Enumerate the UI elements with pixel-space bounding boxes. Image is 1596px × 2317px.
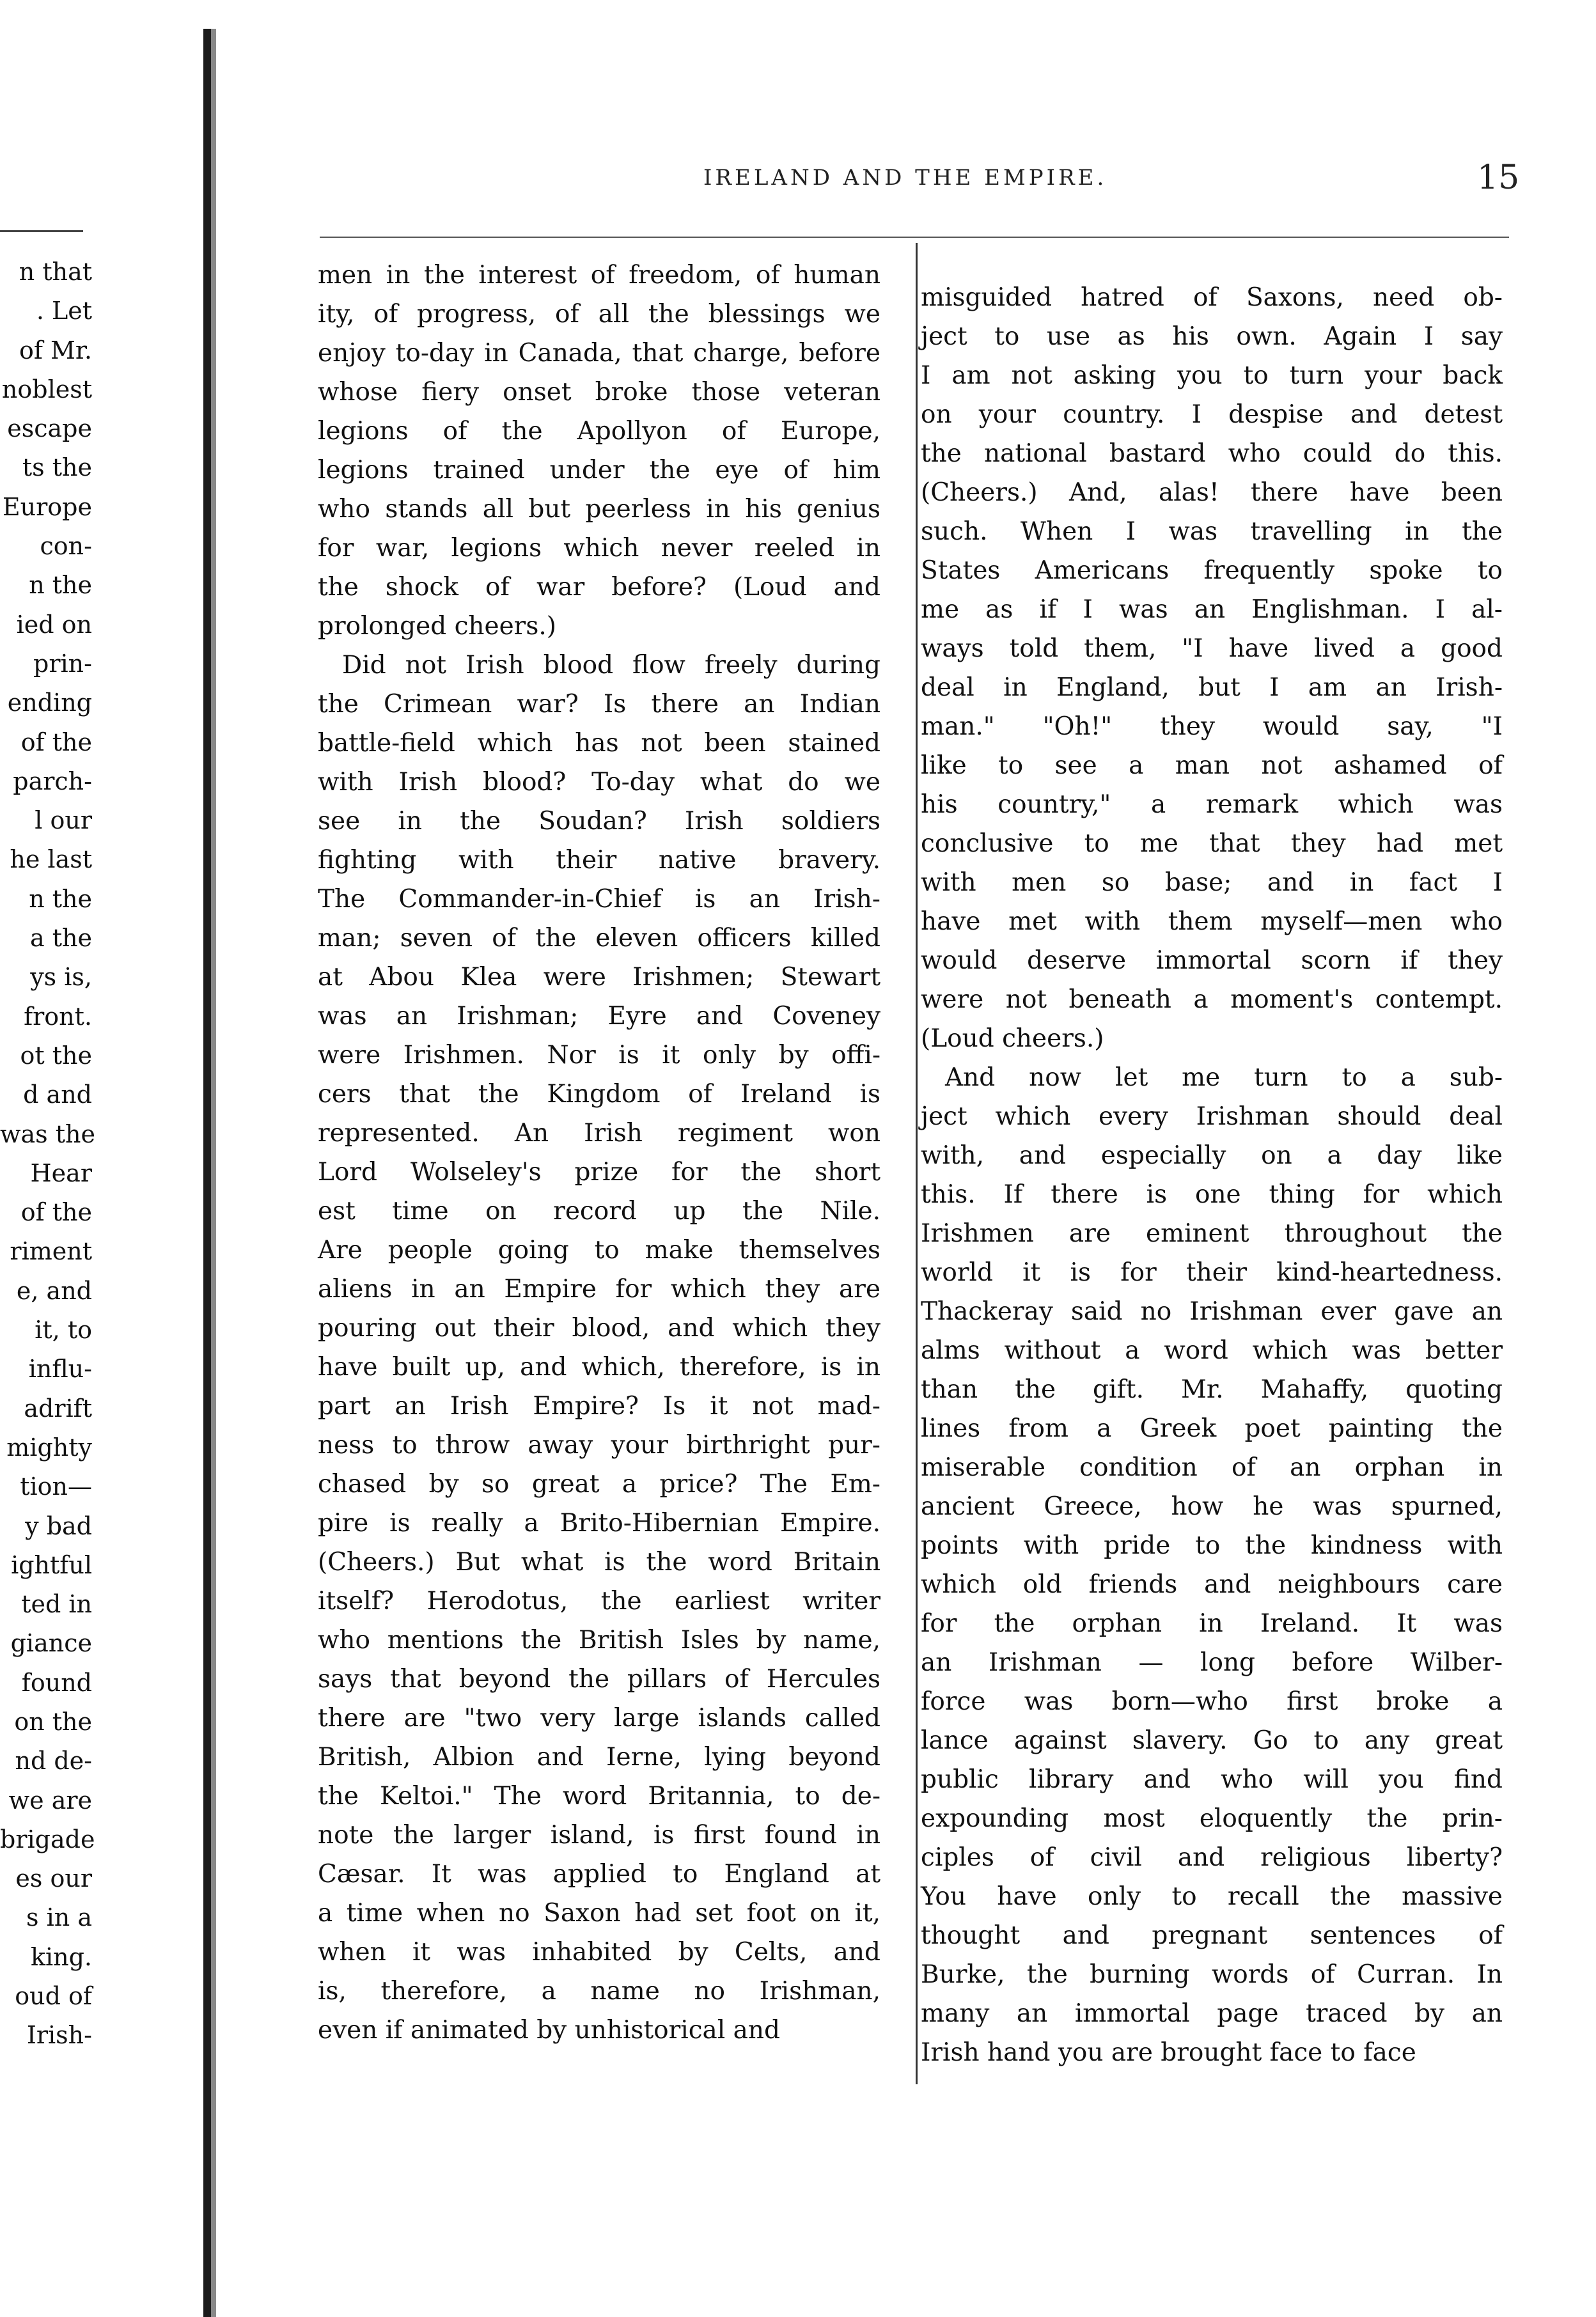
text-line: miserable condition of an orphan in [921,1453,1503,1482]
running-head: IRELAND AND THE EMPIRE. [703,165,1107,191]
text-line: Cæsar. It was applied to England at [318,1860,880,1889]
text-line: which old friends and neighbours care [921,1570,1503,1599]
text-line: at Abou Klea were Irishmen; Stewart [318,963,880,992]
text-line: You have only to recall the massive [921,1882,1503,1911]
fragment-line: con- [40,532,92,561]
text-line: the shock of war before? (Loud and [318,573,880,602]
fragment-line: es our [15,1864,92,1893]
text-line: (Cheers.) But what is the word Britain [318,1548,880,1577]
text-line: note the larger island, is first found in [318,1821,880,1850]
text-line: who mentions the British Isles by name, [318,1626,880,1655]
fragment-line: Europe [2,492,92,521]
fragment-line: prin- [33,649,92,678]
fragment-line: of Mr. [19,336,92,364]
text-line: whose fiery onset broke those veteran [318,378,880,407]
right-text-column [921,278,1503,2072]
text-line: many an immortal page traced by an [921,1999,1503,2028]
text-line: his country," a remark which was [921,790,1503,819]
fragment-line: ts the [22,453,92,482]
fragment-line: n the [29,884,92,913]
text-line: ways told them, "I have lived a good [921,634,1503,663]
text-line: ness to throw away your birthright pur- [318,1431,880,1460]
text-line: And now let me turn to a sub- [945,1063,1503,1092]
fragment-line: s in a [26,1903,92,1932]
text-line: legions of the Apollyon of Europe, [318,417,880,446]
text-line: legions trained under the eye of him [318,456,880,485]
text-line: lines from a Greek poet painting the [921,1414,1503,1443]
text-line: (Cheers.) And, alas! there have been [921,478,1503,507]
fragment-line: tion— [20,1472,92,1501]
text-line: ity, of progress, of all the blessings we [318,300,880,329]
fragment-line: king. [30,1942,92,1971]
text-line: pouring out their blood, and which they [318,1314,880,1343]
text-line: The Commander-in-Chief is an Irish- [318,885,880,914]
text-line: Thackeray said no Irishman ever gave an [921,1297,1503,1326]
fragment-line: mighty [6,1433,92,1462]
fragment-line: oud of [15,1982,92,2011]
text-line: see in the Soudan? Irish soldiers [318,807,880,836]
text-line: Did not Irish blood flow freely during [342,651,880,680]
text-line: world it is for their kind-heartedness. [921,1258,1503,1287]
book-gutter [203,29,211,2317]
text-line: enjoy to-day in Canada, that charge, before [318,339,880,368]
text-line: British, Albion and Ierne, lying beyond [318,1743,880,1772]
text-line: public library and who will you find [921,1765,1503,1794]
fragment-line: nd de- [15,1747,92,1775]
text-line: me as if I was an Englishman. I al- [921,595,1503,624]
fragment-line: he last [10,845,92,874]
fragment-line: it, to [35,1316,92,1345]
text-line: conclusive to me that they had met [921,829,1503,858]
text-line: there are "two very large islands called [318,1704,880,1733]
left-page-rule [0,230,83,232]
text-line: fighting with their native bravery. [318,846,880,875]
text-line: chased by so great a price? The Em- [318,1470,880,1499]
text-line: ject to use as his own. Again I say [921,322,1503,351]
text-line: lance against slavery. Go to any great [921,1726,1503,1755]
text-line: the Keltoi." The word Britannia, to de- [318,1782,880,1811]
text-line: for the orphan in Ireland. It was [921,1609,1503,1638]
page-number: 15 [1477,159,1520,197]
text-line: than the gift. Mr. Mahaffy, quoting [921,1375,1503,1404]
text-line: ciples of civil and religious liberty? [921,1843,1503,1872]
text-line: points with pride to the kindness with [921,1531,1503,1560]
fragment-line: of the [20,1198,92,1227]
left-page-fragment [0,253,96,2056]
text-line: itself? Herodotus, the earliest writer [318,1587,880,1616]
text-line: cers that the Kingdom of Ireland is [318,1080,880,1109]
fragment-line: n that [19,258,92,286]
column-divider [916,243,918,2084]
text-line: prolonged cheers.) [318,612,556,641]
text-line: thought and pregnant sentences of [921,1921,1503,1950]
fragment-line: ted in [21,1590,92,1619]
text-line: alms without a word which was better [921,1336,1503,1365]
text-line: Irish hand you are brought face to face [921,2038,1416,2067]
fragment-line: riment [10,1237,92,1266]
text-line: with men so base; and in fact I [921,868,1503,897]
text-line: man; seven of the eleven officers killed [318,924,880,953]
fragment-line: ightful [11,1550,92,1579]
text-line: aliens in an Empire for which they are [318,1275,880,1304]
text-line: this. If there is one thing for which [921,1180,1503,1209]
text-line: when it was inhabited by Celts, and [318,1938,880,1967]
text-line: States Americans frequently spoke to [921,556,1503,585]
text-line: have met with them myself—men who [921,907,1503,936]
text-line: with Irish blood? To-day what do we [318,768,880,797]
text-line: battle-field which has not been stained [318,729,880,758]
fragment-line: d and [23,1080,92,1109]
text-line: on your country. I despise and detest [921,400,1503,429]
fragment-line: y bad [25,1511,92,1540]
text-line: Burke, the burning words of Curran. In [921,1960,1503,1989]
fragment-line: l our [35,806,92,835]
fragment-line: of the [20,728,92,756]
fragment-line: Irish- [26,2021,92,2050]
text-line: is, therefore, a name no Irishman, [318,1977,880,2006]
fragment-line: giance [10,1629,92,1658]
text-line: force was born—who first broke a [921,1687,1503,1716]
fragment-line: Hear [30,1158,92,1187]
fragment-line: ot the [20,1041,92,1070]
fragment-line: parch- [13,767,92,795]
text-line: part an Irish Empire? Is it not mad- [318,1392,880,1421]
fragment-line: brigade [0,1825,95,1853]
text-line: Irishmen are eminent throughout the [921,1219,1503,1248]
fragment-line: on the [14,1707,92,1736]
text-line: misguided hatred of Saxons, need ob- [921,283,1503,312]
text-line: deal in England, but I am an Irish- [921,673,1503,702]
text-line: says that beyond the pillars of Hercules [318,1665,880,1694]
text-line: like to see a man not ashamed of [921,751,1503,780]
text-line: have built up, and which, therefore, is in [318,1353,880,1382]
fragment-line: n the [29,571,92,600]
text-line: were Irishmen. Nor is it only by offi- [318,1041,880,1070]
fragment-line: a the [30,924,92,953]
fragment-line: was the [0,1119,95,1148]
text-line: expounding most eloquently the prin- [921,1804,1503,1833]
text-line: a time when no Saxon had set foot on it, [318,1899,880,1928]
text-line: who stands all but peerless in his genius [318,495,880,524]
header-rule [320,237,1509,238]
fragment-line: . Let [36,297,92,325]
text-line: represented. An Irish regiment won [318,1119,880,1148]
book-gutter-shadow [211,29,216,2317]
fragment-line: e, and [16,1276,92,1305]
text-line: men in the interest of freedom, of human [318,261,880,290]
text-line: (Loud cheers.) [921,1024,1104,1053]
text-line: Are people going to make themselves [318,1236,880,1265]
text-line: ject which every Irishman should deal [921,1102,1503,1131]
text-line: I am not asking you to turn your back [921,361,1503,390]
fragment-line: escape [7,414,92,443]
text-line: an Irishman — long before Wilber- [921,1648,1503,1677]
fragment-line: we are [8,1786,92,1814]
fragment-line: influ- [28,1355,92,1384]
text-line: Lord Wolseley's prize for the short [318,1158,880,1187]
text-line: the Crimean war? Is there an Indian [318,690,880,719]
text-line: with, and especially on a day like [921,1141,1503,1170]
text-line: the national bastard who could do this. [921,439,1503,468]
text-line: such. When I was travelling in the [921,517,1503,546]
text-line: was an Irishman; Eyre and Coveney [318,1002,880,1031]
fragment-line: found [21,1668,92,1697]
text-line: est time on record up the Nile. [318,1197,880,1226]
fragment-line: ending [7,689,92,717]
text-line: would deserve immortal scorn if they [921,946,1503,975]
text-line: were not beneath a moment's contempt. [921,985,1503,1014]
text-line: for war, legions which never reeled in [318,534,880,563]
fragment-line: adrift [24,1394,92,1423]
fragment-line: front. [24,1002,92,1031]
text-line: man." "Oh!" they would say, "I [921,712,1503,741]
fragment-line: ied on [16,610,92,639]
center-text-column [318,256,880,2050]
fragment-line: noblest [1,375,92,403]
text-line: pire is really a Brito-Hibernian Empire. [318,1509,880,1538]
text-line: ancient Greece, how he was spurned, [921,1492,1503,1521]
text-line: even if animated by unhistorical and [318,2016,781,2045]
fragment-line: ys is, [30,963,92,992]
